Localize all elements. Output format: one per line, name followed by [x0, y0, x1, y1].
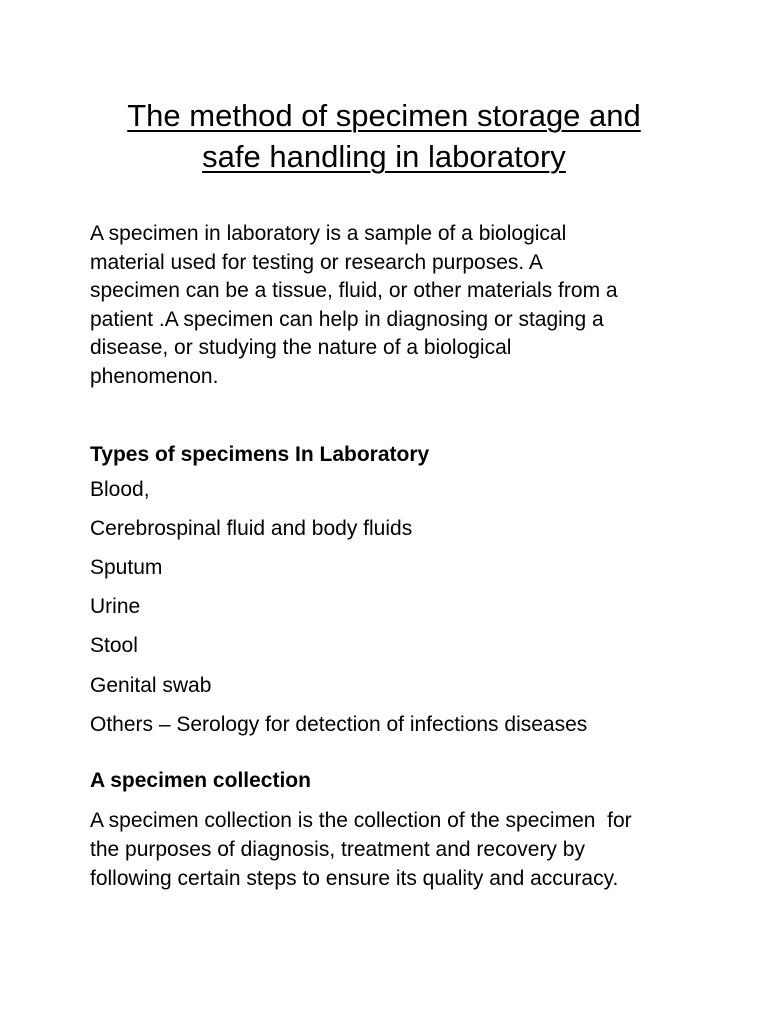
specimen-type-item: Sputum [90, 555, 163, 579]
intro-line: A specimen in laboratory is a sample of a biological [90, 222, 567, 245]
specimen-type-item: Blood, [90, 477, 150, 501]
specimen-type-item: Urine [90, 595, 141, 619]
intro-line: specimen can be a tissue, fluid, or other materials from a [90, 279, 618, 303]
title-line: The method of specimen storage and [127, 98, 641, 133]
intro-line: phenomenon. [90, 364, 219, 388]
intro-line: material used for testing or research purposes. A [90, 250, 543, 274]
types-heading: Types of specimens In Laboratory [90, 442, 430, 466]
intro-line: disease, or studying the nature of a biological [90, 336, 512, 360]
specimen-type-item: Others – Serology for detection of infections diseases [90, 712, 588, 736]
specimen-type-item: Genital swab [90, 673, 212, 697]
specimen-type-item: Cerebrospinal fluid and body fluids [90, 516, 413, 540]
collection-heading: A specimen collection [90, 768, 311, 792]
title-line: safe handling in laboratory [202, 139, 566, 174]
page-title [90, 0, 678, 177]
collection-line: A specimen collection is the collection of the specimen for [90, 808, 632, 832]
collection-paragraph [90, 806, 678, 893]
specimen-type-item: Stool [90, 634, 138, 658]
intro-paragraph [90, 220, 678, 392]
collection-line: following certain steps to ensure its quality and accuracy. [90, 866, 619, 890]
specimen-type-list [90, 477, 678, 738]
collection-line: the purposes of diagnosis, treatment and recovery by [90, 837, 585, 861]
intro-line: patient .A specimen can help in diagnosing or staging a [90, 307, 604, 331]
